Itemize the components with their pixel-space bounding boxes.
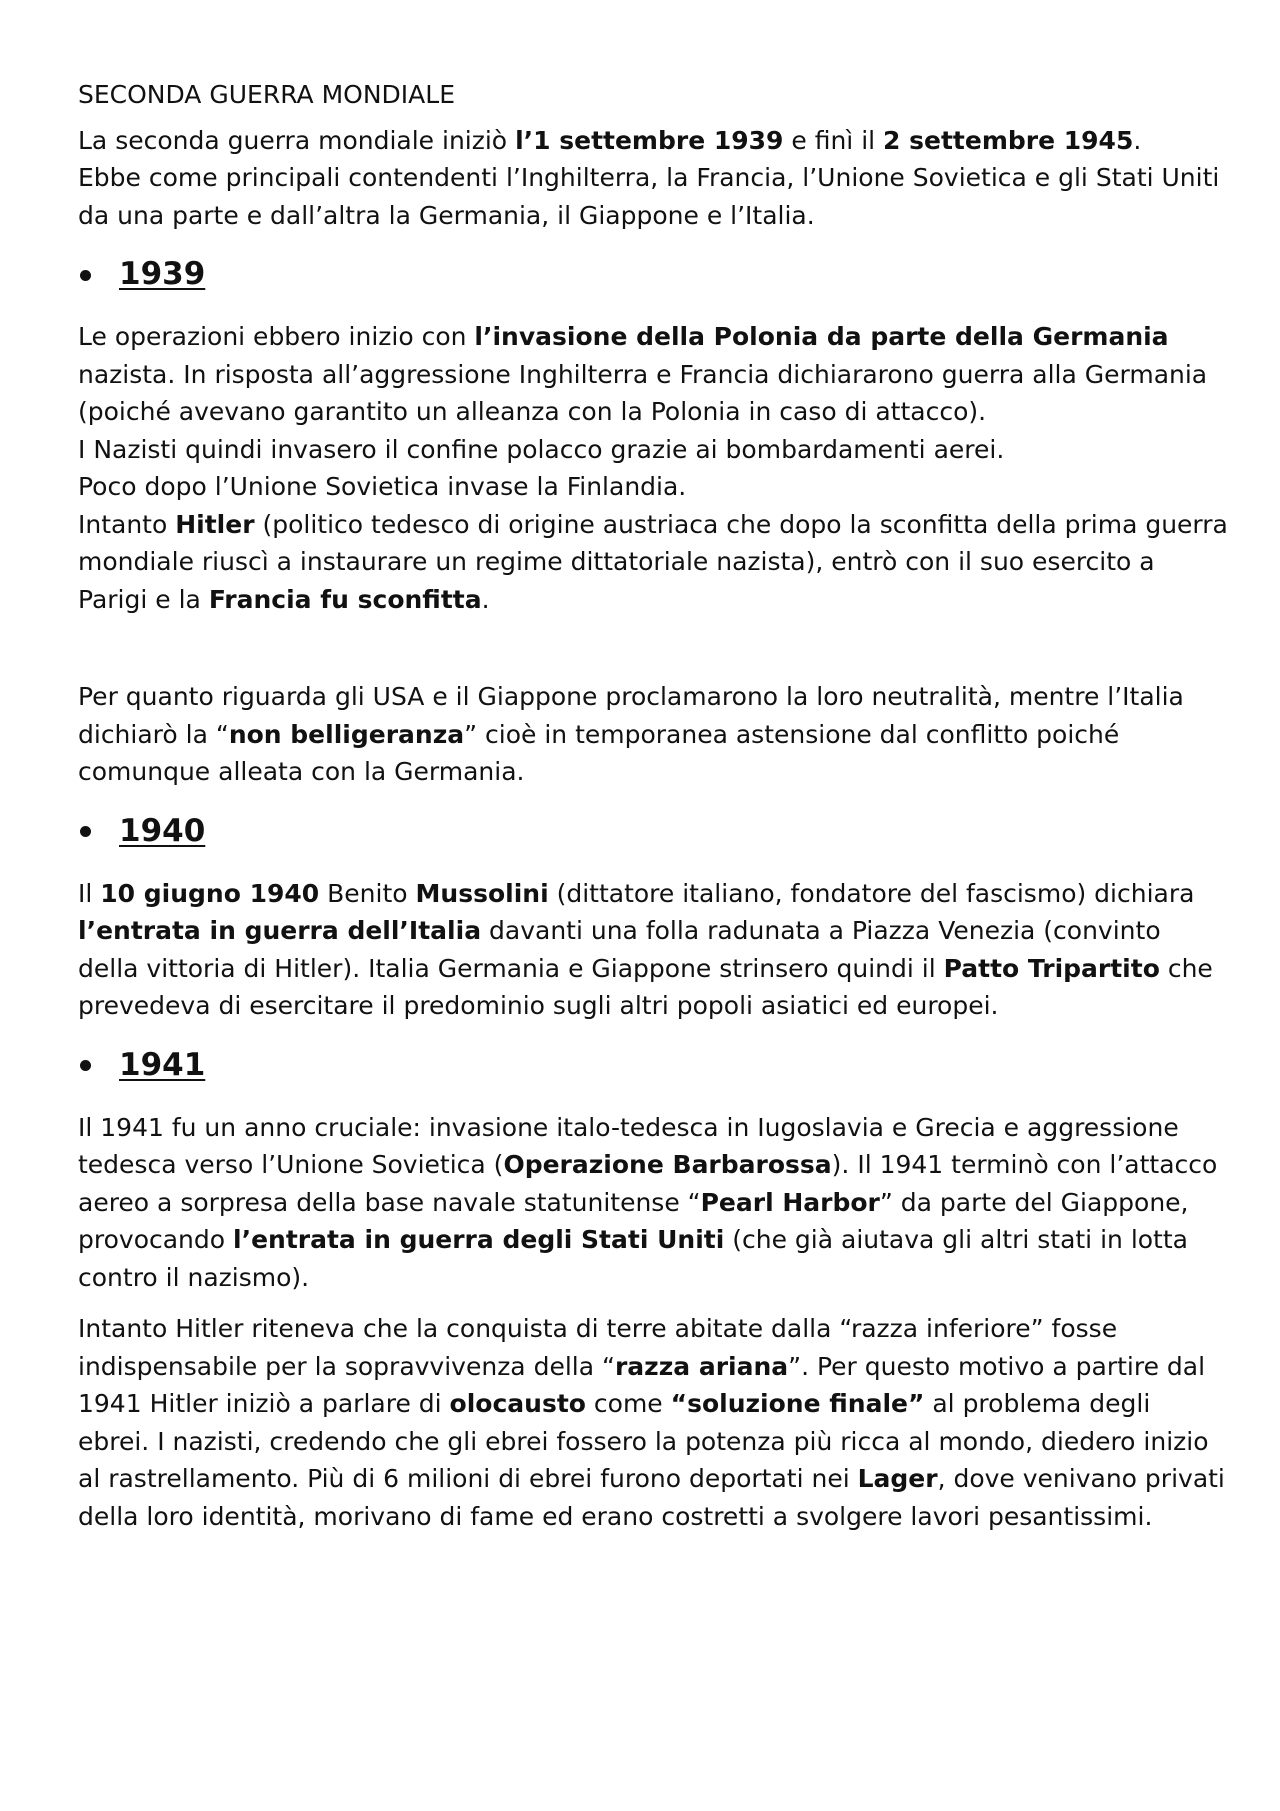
paragraph-1939-invasion xyxy=(78,318,1228,431)
text: e finì il xyxy=(783,125,884,155)
paragraph-1941-events xyxy=(78,1109,1228,1297)
section-heading-1939 xyxy=(78,254,1228,296)
bold-text: l’entrata in guerra dell’Italia xyxy=(78,916,482,945)
text: al problema degli ebrei. I nazisti, credendo che gli ebrei fossero la potenza più ricca al mondo, diedero inizio al rastrellamento. Più di 6 milioni di ebrei furono deportati nei xyxy=(78,1389,1209,1493)
text: (che già aiutava gli altri stati in lotta contro il nazismo). xyxy=(78,1225,1188,1292)
paragraph-1939-border: I Nazisti quindi invasero il confine polacco grazie ai bombardamenti aerei. xyxy=(78,434,1005,464)
paragraph-1939-hitler xyxy=(78,506,1228,619)
text: ). Il 1941 terminò con l’attacco aereo a sorpresa della base navale statunitense “ xyxy=(78,1150,1218,1217)
bold-text: l’entrata in guerra degli Stati Uniti xyxy=(233,1225,725,1254)
bold-text: l’invasione della Polonia da parte della Germania xyxy=(474,322,1169,351)
bold-text: “soluzione finale” xyxy=(670,1389,925,1418)
bold-text: Lager xyxy=(857,1464,938,1493)
text: , dove venivano privati della loro identità, morivano di fame ed erano costretti a svolgere lavori pesantissimi. xyxy=(78,1464,1225,1531)
text: davanti una folla radunata a Piazza Venezia (convinto della vittoria di Hitler). Italia Germania e Giappone strinsero quindi il xyxy=(78,916,1161,983)
intro-paragraph xyxy=(78,122,1228,160)
text: Il xyxy=(78,878,101,908)
year-label: 1941 xyxy=(119,1046,206,1083)
text: Benito xyxy=(319,878,416,908)
year-label: 1940 xyxy=(119,812,206,849)
year-label: 1939 xyxy=(119,256,206,293)
text: Per quanto riguarda gli USA e il Giappone proclamarono la loro neutralità, mentre l’Italia dichiarò la “ xyxy=(78,682,1184,749)
section-heading-1940 xyxy=(78,811,1228,853)
bullet-icon xyxy=(80,826,91,837)
bold-text: razza ariana xyxy=(614,1351,789,1381)
paragraph-1939-neutrality xyxy=(78,678,1228,791)
document-page xyxy=(78,76,1228,1535)
bold-text: Mussolini xyxy=(415,878,549,908)
bullet-icon xyxy=(80,270,91,281)
bold-text: olocausto xyxy=(449,1389,586,1418)
text: nazista. In risposta all’aggressione Inghilterra e Francia dichiararono guerra alla Germania (poiché avevano garantito un alleanza con la Polonia in caso di attacco). xyxy=(78,359,1208,426)
text: Le operazioni ebbero inizio con xyxy=(78,322,475,351)
text: . xyxy=(1133,125,1142,155)
bold-text: 10 giugno 1940 xyxy=(100,878,320,908)
text: ” cioè in temporanea astensione dal conflitto poiché comunque alleata con la Germania. xyxy=(78,719,1120,786)
bold-text: Operazione Barbarossa xyxy=(503,1150,832,1179)
text: ”. Per questo motivo a partire dal 1941 Hitler iniziò a parlare di xyxy=(78,1351,1206,1418)
text: Intanto xyxy=(78,509,176,539)
text: come xyxy=(585,1389,671,1418)
section-heading-1941 xyxy=(78,1045,1228,1087)
text: (dittatore italiano, fondatore del fascismo) dichiara xyxy=(548,878,1195,908)
paragraph-1940 xyxy=(78,875,1228,1025)
end-date: 2 settembre 1945 xyxy=(883,125,1134,155)
document-title: SECONDA GUERRA MONDIALE xyxy=(78,80,456,109)
text: ” da parte del Giappone, provocando xyxy=(78,1187,1189,1254)
bold-text: Pearl Harbor xyxy=(700,1187,880,1217)
text: La seconda guerra mondiale iniziò xyxy=(78,125,516,155)
intro-contenders: Ebbe come principali contendenti l’Inghilterra, la Francia, l’Unione Sovietica e gli Stati Uniti da una parte e dall’altra la Germania, il Giappone e l’Italia. xyxy=(78,163,1220,230)
bold-text: Francia fu sconfitta xyxy=(208,584,482,614)
bold-text: Patto Tripartito xyxy=(943,953,1160,983)
paragraph-1941-holocaust xyxy=(78,1310,1228,1535)
paragraph-1939-finland: Poco dopo l’Unione Sovietica invase la Finlandia. xyxy=(78,472,687,501)
bold-text: Hitler xyxy=(175,509,255,539)
text: Il 1941 fu un anno cruciale: invasione italo-tedesca in Iugoslavia e Grecia e aggressione tedesca verso l’Unione Sovietica ( xyxy=(78,1112,1179,1179)
text: che prevedeva di esercitare il predominio sugli altri popoli asiatici ed europei. xyxy=(78,953,1213,1020)
bold-text: non belligeranza xyxy=(228,719,465,749)
text: . xyxy=(481,584,490,614)
text: Intanto Hitler riteneva che la conquista di terre abitate dalla “razza inferiore” fosse indispensabile per la sopravvivenza della “ xyxy=(78,1314,1118,1381)
text: (politico tedesco di origine austriaca che dopo la sconfitta della prima guerra mondiale riuscì a instaurare un regime dittatoriale nazista), entrò con il suo esercito a Parigi e la xyxy=(78,509,1228,614)
start-date: l’1 settembre 1939 xyxy=(515,125,784,155)
bullet-icon xyxy=(80,1060,91,1071)
